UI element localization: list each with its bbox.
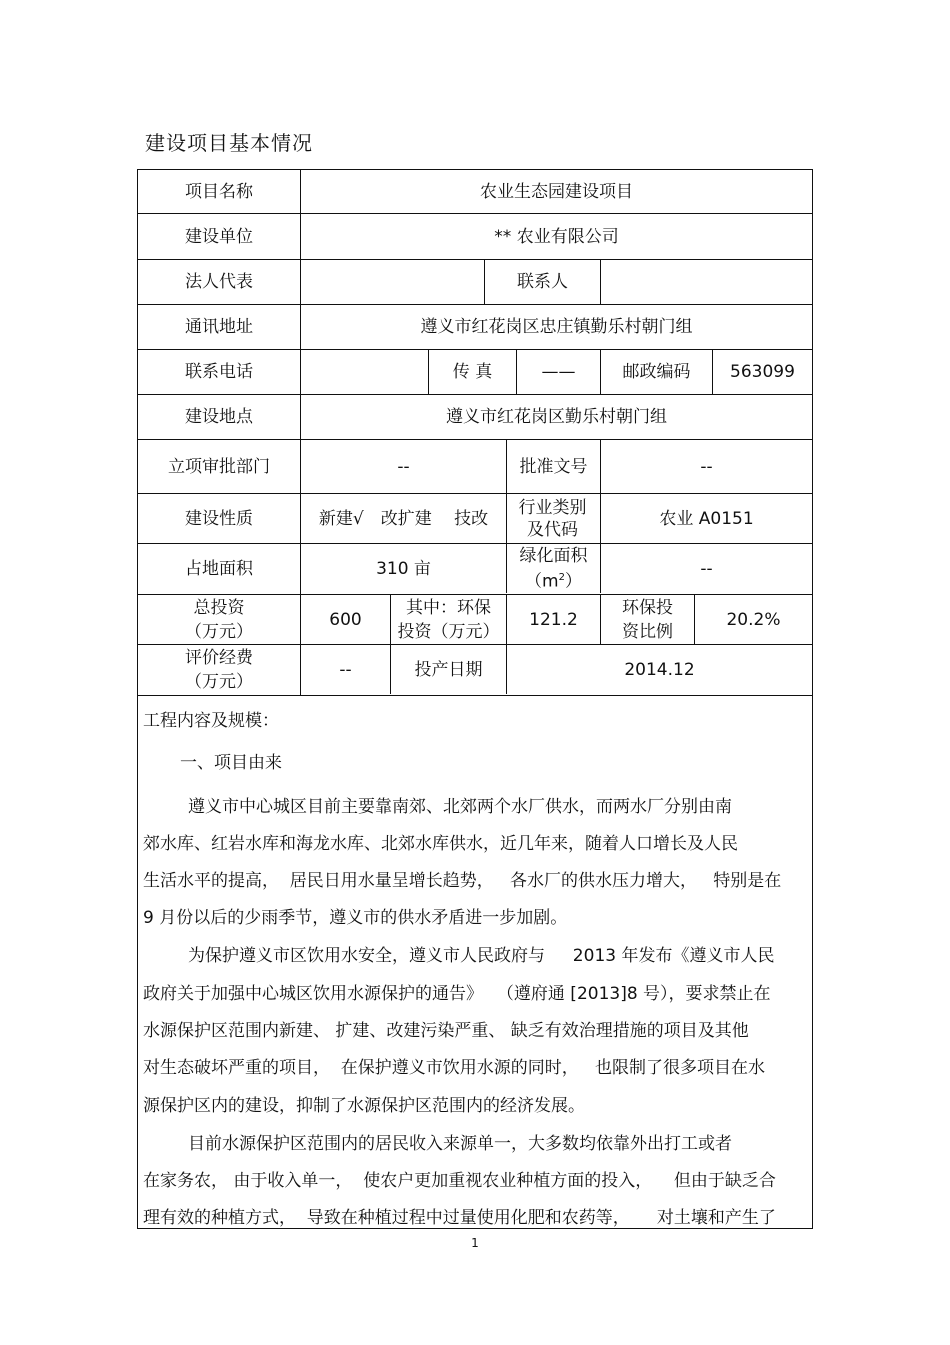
address-label: 通讯地址	[185, 317, 253, 337]
paragraph-line: 目前水源保护区范围内的居民收入来源单一，大多数均依靠外出打工或者	[188, 1134, 732, 1154]
approval-dept-value: --	[397, 456, 410, 477]
production-date-value: 2014.12	[624, 660, 695, 680]
paragraph-line: 在家务农， 由于收入单一， 使农户更加重视农业种植方面的投入， 但由于缺乏合	[143, 1171, 776, 1191]
area-value: 310 亩	[376, 559, 431, 579]
legal-rep-value	[301, 260, 484, 304]
green-area-unit-sup: 2	[558, 572, 565, 584]
env-investment-label	[391, 595, 506, 644]
contact-value	[601, 260, 812, 304]
green-area-label	[507, 544, 600, 594]
investment-label-line2: （万元）	[185, 621, 253, 642]
approval-dept-label: 立项审批部门	[168, 456, 270, 477]
fax-value: ——	[541, 362, 576, 382]
paragraph-line: 对生态破坏严重的项目， 在保护遵义市饮用水源的同时， 也限制了很多项目在水	[143, 1058, 766, 1078]
paragraph-line: 为保护遵义市区饮用水安全，遵义市人民政府与 2013 年发布《遵义市人民	[188, 946, 775, 966]
approval-no-label: 批准文号	[519, 456, 588, 477]
investment-label	[138, 595, 300, 644]
env-investment-value: 121.2	[529, 609, 578, 630]
section-heading: 一、项目由来	[180, 753, 282, 773]
nature-label: 建设性质	[185, 508, 253, 529]
green-area-unit-close: ）	[564, 571, 582, 592]
paragraph-line: 水源保护区范围内新建、 扩建、改建污染严重、 缺乏有效治理措施的项目及其他	[143, 1021, 749, 1041]
site-label: 建设地点	[185, 407, 253, 427]
env-ratio-value: 20.2%	[726, 609, 781, 630]
phone-label: 联系电话	[185, 362, 253, 382]
green-area-value: --	[700, 559, 713, 579]
eval-fee-label	[138, 645, 300, 695]
env-investment-label-line1: 其中：环保	[406, 597, 491, 618]
paragraph-line: 生活水平的提高， 居民日用水量呈增长趋势， 各水厂的供水压力增大， 特别是在	[143, 871, 782, 891]
project-name-value: 农业生态园建设项目	[480, 181, 633, 202]
paragraph-line: 源保护区内的建设，抑制了水源保护区范围内的经济发展。	[143, 1096, 585, 1116]
investment-value: 600	[329, 609, 362, 630]
paragraph-line: 9 月份以后的少雨季节，遵义市的供水矛盾进一步加剧。	[143, 908, 568, 928]
eval-fee-value: --	[339, 660, 352, 680]
eval-fee-label-line1: 评价经费	[185, 648, 253, 668]
page-title: 建设项目基本情况	[145, 131, 313, 155]
paragraph-line: 遵义市中心城区目前主要靠南郊、北郊两个水厂供水，而两水厂分别由南	[188, 797, 732, 817]
env-ratio-label-line1: 环保投	[622, 597, 673, 618]
legal-rep-label: 法人代表	[185, 272, 253, 292]
builder-label: 建设单位	[185, 226, 253, 247]
green-area-label-line2	[525, 567, 582, 593]
green-area-unit: （m	[525, 571, 559, 592]
eval-fee-label-line2: （万元）	[185, 672, 253, 692]
postcode-label: 邮政编码	[622, 362, 691, 382]
phone-value	[301, 350, 428, 394]
fax-label: 传 真	[452, 362, 493, 382]
industry-value: 农业 A0151	[659, 508, 754, 529]
production-date-label: 投产日期	[414, 660, 483, 680]
industry-label: 行业类别及代码	[518, 497, 587, 540]
env-ratio-label	[601, 595, 694, 644]
builder-value: ** 农业有限公司	[494, 226, 619, 247]
contact-label: 联系人	[517, 272, 568, 292]
env-investment-label-line2: 投资（万元）	[397, 621, 500, 642]
nature-value: 新建√ 改扩建 技改	[318, 508, 489, 529]
investment-label-line1: 总投资	[193, 597, 245, 618]
paragraph-line: 政府关于加强中心城区饮用水源保护的通告》 （遵府通 [2013]8 号），要求禁止在	[143, 984, 771, 1004]
postcode-value: 563099	[730, 362, 795, 382]
site-value: 遵义市红花岗区勤乐村朝门组	[446, 407, 667, 427]
project-name-label: 项目名称	[185, 181, 253, 202]
paragraph-line: 理有效的种植方式， 导致在种植过程中过量使用化肥和农药等， 对土壤和产生了	[143, 1208, 776, 1228]
approval-no-value: --	[700, 456, 713, 477]
page-number: 1	[471, 1236, 479, 1250]
content-heading: 工程内容及规模：	[143, 711, 279, 731]
address-value: 遵义市红花岗区忠庄镇勤乐村朝门组	[420, 317, 693, 337]
area-label: 占地面积	[185, 559, 253, 579]
paragraph-line: 郊水库、红岩水库和海龙水库、北郊水库供水，近几年来，随着人口增长及人民	[143, 834, 738, 854]
green-area-label-line1: 绿化面积	[519, 546, 588, 567]
env-ratio-label-line2: 资比例	[622, 621, 673, 642]
